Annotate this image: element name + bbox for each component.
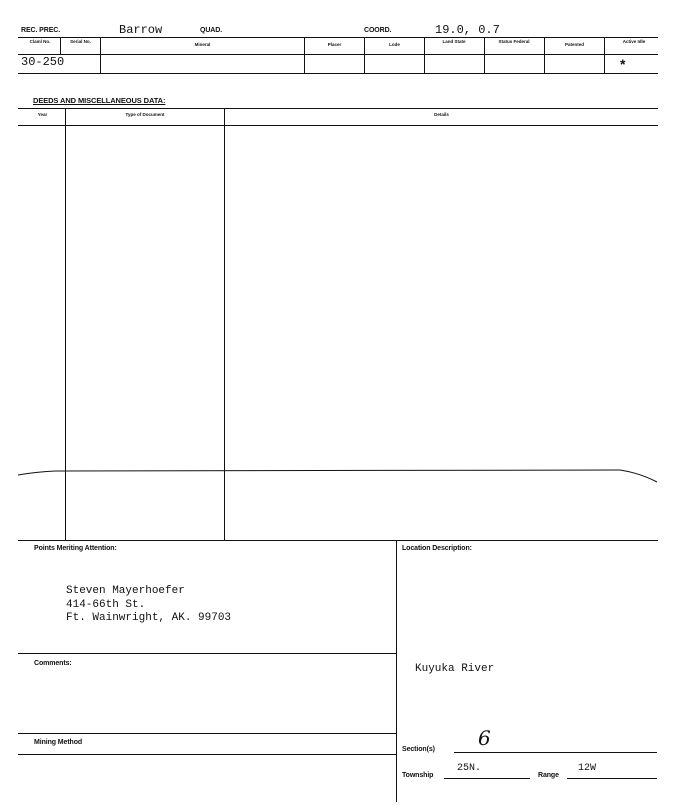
coord-value: 19.0, 0.7	[435, 23, 500, 37]
comments-top-line	[18, 653, 396, 654]
points-meriting-label: Points Meriting Attention:	[34, 545, 117, 552]
lower-divider	[396, 540, 397, 802]
col-header-serial-no: Serial No.	[70, 39, 91, 44]
header-underline	[18, 37, 658, 38]
points-line-2: 414-66th St.	[66, 599, 146, 611]
rec-prec-value: Barrow	[119, 23, 163, 37]
deeds-header-line	[18, 125, 658, 126]
township-value: 25N.	[457, 763, 482, 774]
rec-prec-label: REC. PREC.	[21, 27, 61, 34]
col-header-land-state: Land State	[442, 39, 466, 44]
claim-subheader-line	[18, 54, 658, 55]
township-underline	[444, 778, 530, 779]
mining-method-underline	[18, 754, 396, 755]
deeds-top-line	[18, 108, 658, 109]
col-divider	[424, 37, 425, 73]
mining-method-label: Mining Method	[34, 739, 83, 746]
deeds-col-details: Details	[434, 112, 449, 117]
col-header-active-idle: Active Idle	[622, 39, 646, 44]
col-divider	[484, 37, 485, 73]
section-label: Section(s)	[402, 746, 435, 753]
col-header-lode: Lode	[389, 42, 400, 47]
location-label: Location Description:	[402, 545, 472, 552]
location-value: Kuyuka River	[415, 663, 495, 675]
col-header-patented: Patented	[564, 42, 584, 47]
claim-row-line	[18, 73, 658, 74]
points-line-1: Steven Mayerhoefer	[66, 585, 185, 597]
deeds-col-type: Type of Document	[125, 112, 165, 117]
range-value: 12W	[578, 763, 597, 774]
claim-no-value: 30-250	[21, 55, 65, 69]
active-idle-mark: *	[620, 56, 626, 72]
deeds-title: DEEDS AND MISCELLANEOUS DATA:	[33, 96, 166, 105]
col-header-status-federal: Status Federal	[498, 39, 530, 44]
points-line-3: Ft. Wainwright, AK. 99703	[66, 612, 232, 624]
col-header-mineral: Mineral	[194, 42, 211, 47]
col-header-placer: Placer	[327, 42, 342, 47]
section-value: 6	[478, 726, 491, 750]
township-label: Township	[402, 772, 434, 779]
comments-label: Comments:	[34, 660, 72, 667]
quad-label: QUAD.	[200, 27, 223, 34]
lower-top-line	[18, 540, 658, 541]
section-underline	[454, 752, 657, 753]
deeds-col-year: Year	[37, 112, 48, 117]
col-header-claim-no: Claml No.	[29, 39, 51, 44]
coord-label: COORD.	[364, 27, 392, 34]
range-underline	[567, 778, 657, 779]
hand-drawn-line	[0, 460, 678, 490]
range-label: Range	[538, 772, 559, 779]
col-divider	[604, 37, 605, 73]
mining-method-top-line	[18, 733, 396, 734]
